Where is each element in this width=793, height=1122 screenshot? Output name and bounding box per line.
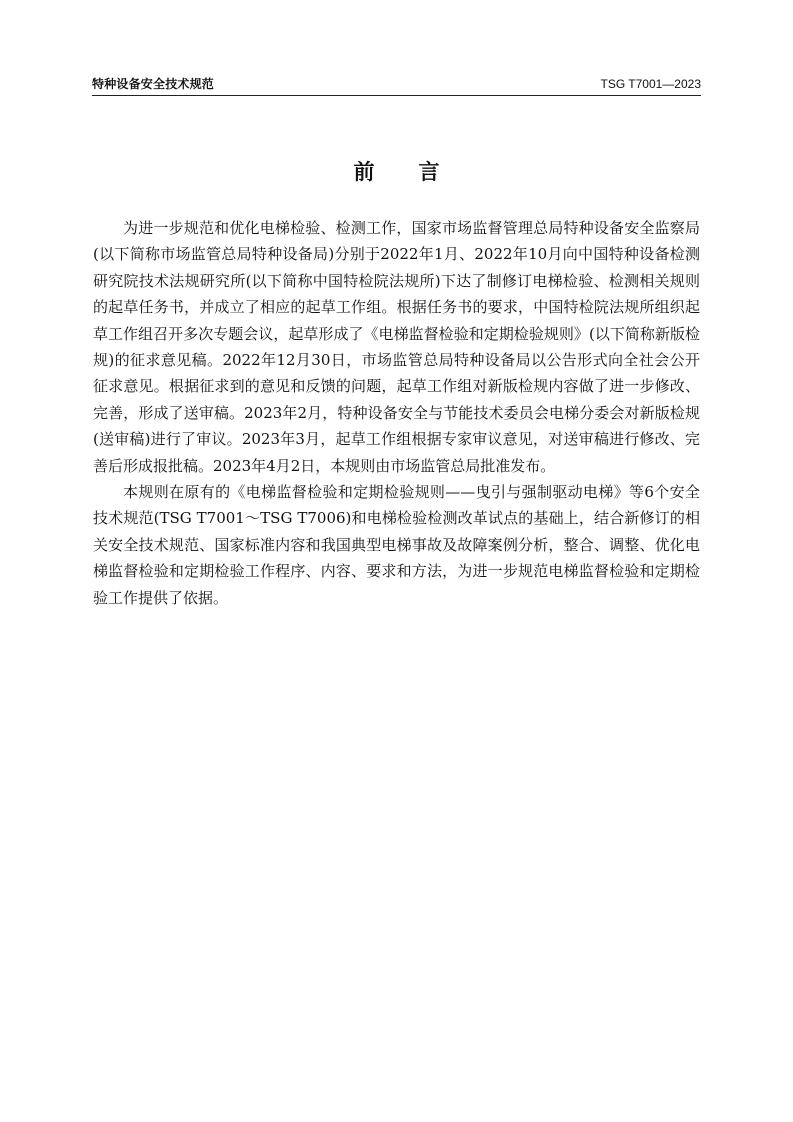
page-header <box>92 75 701 96</box>
foreword-body <box>93 215 700 611</box>
header-document-code: TSG T7001—2023 <box>600 77 701 91</box>
paragraph-2: 本规则在原有的《电梯监督检验和定期检验规则——曳引与强制驱动电梯》等6个安全技术规范(TSG T7001～TSG T7006)和电梯检验检测改革试点的基础上，结合新修订的相关安全技术规范、国家标准内容和我国典型电梯事故及故障案例分析，整合、调整、优化电梯监督检验和定期检验工作程序、内容、要求和方法，为进一步规范电梯监督检验和定期检验工作提供了依据。 <box>93 483 700 607</box>
title-char-2: 言 <box>418 160 440 184</box>
header-document-category: 特种设备安全技术规范 <box>92 77 215 91</box>
paragraph-1: 为进一步规范和优化电梯检验、检测工作，国家市场监督管理总局特种设备安全监察局(以下简称市场监管总局特种设备局)分别于2022年1月、2022年10月向中国特种设备检测研究院技术法规研究所(以下简称中国特检院法规所)下达了制修订电梯检验、检测相关规则的起草任务书，并成立了相应的起草工作组。根据任务书的要求，中国特检院法规所组织起草工作组召开多次专题会议，起草形成了《电梯监督检验和定期检验规则》(以下简称新版检规)的征求意见稿。2022年12月30日，市场监管总局特种设备局以公告形式向全社会公开征求意见。根据征求到的意见和反馈的问题，起草工作组对新版检规内容做了进一步修改、完善，形成了送审稿。2023年2月，特种设备安全与节能技术委员会电梯分委会对新版检规(送审稿)进行了审议。2023年3月，起草工作组根据专家审议意见，对送审稿进行修改、完善后形成报批稿。2023年4月2日，本规则由市场监管总局批准发布。 <box>93 219 700 475</box>
title-char-1: 前 <box>353 160 375 184</box>
page-title <box>0 158 793 186</box>
